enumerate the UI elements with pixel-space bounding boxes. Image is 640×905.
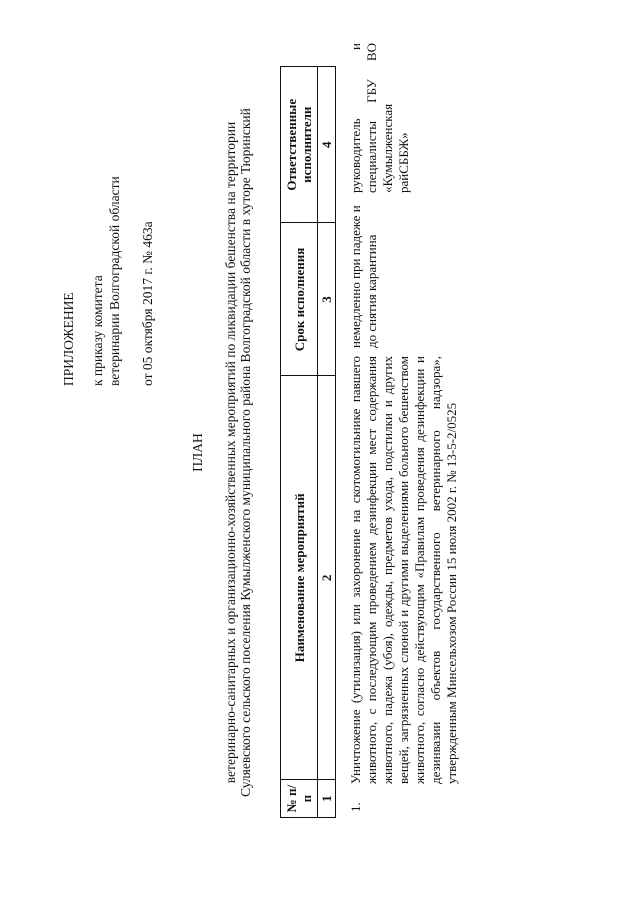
plan-header [190,40,253,865]
row-activity: Уничтожение (утилизация) или захоронение на скотомогильнике павшего животного, с последующим проведением дезинфекции мест содержания животного, падежа (убоя), одежды, предметов ухода, подстилки и других вещей, загрязненных слюной и другими выделениями больного бешенством животного, согласно действующим «Правилам проведения дезинфекции и дезинвазии объектов государственного ветеринарного надзора», утвержденным Минсельхозом России 15 июля 2002 г. № 13-5-2/0525 [348,356,459,784]
appendix-ref-line2: ветеринарии Волгоградской области [107,176,122,386]
row-responsible: руководитель и специалисты ГБУ ВО «Кумылженская райСББЖ» [348,43,411,193]
plan-subtitle-line2: Суляевского сельского поселения Кумылженского муниципального района Волгоградской области в хуторе Тюринский [238,108,253,797]
plan-subtitle-line1: ветеринарно-санитарных и организационно-хозяйственных мероприятий по ликвидации бешенства на территории [223,121,238,784]
appendix-block [60,176,156,386]
table-header-row [281,67,318,818]
header-resp: Ответственные исполнители [281,67,318,223]
appendix-reference [89,176,123,386]
column-number-1: 1 [318,780,336,818]
row-number: 1. [348,802,363,812]
column-number-3: 3 [318,223,336,376]
column-number-2: 2 [318,376,336,780]
column-number-row [318,67,336,818]
column-number-4: 4 [318,67,336,223]
plan-title: ПЛАН [190,433,205,472]
row-deadline: немедленно при падеже и до снятия карантина [348,205,379,348]
header-term: Срок исполнения [281,223,318,376]
header-no: № п/п [281,780,318,818]
appendix-ref-line1: к приказу комитета [90,275,105,386]
header-name: Наименование мероприятий [281,376,318,780]
plan-table-header [280,66,336,818]
appendix-title: ПРИЛОЖЕНИЕ [61,292,76,386]
appendix-date: от 05 октября 2017 г. № 463а [140,221,155,386]
